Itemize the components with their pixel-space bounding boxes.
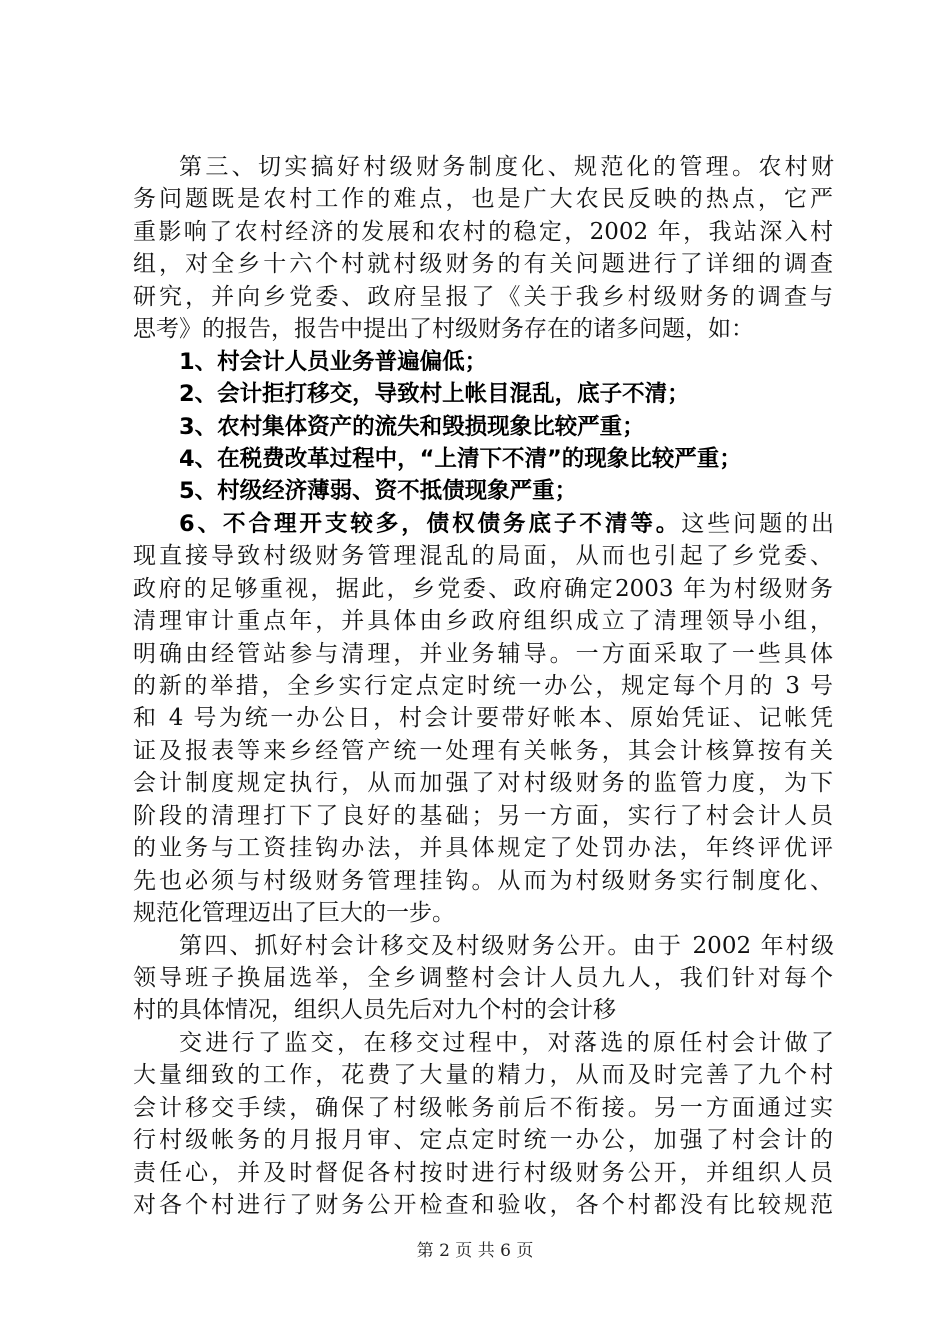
list-item: 1、村会计人员业务普遍偏低； — [179, 349, 488, 375]
paragraph-line: 先也必须与村级财务管理挂钩。从而为村级财务实行制度化、 — [133, 868, 833, 894]
paragraph-line: 清理审计重点年，并具体由乡政府组织成立了清理领导小组， — [133, 608, 833, 634]
list-item: 4、在税费改革过程中，“上清下不清”的现象比较严重； — [179, 446, 742, 472]
list-item: 2、会计拒打移交，导致村上帐目混乱，底子不清； — [179, 381, 690, 407]
paragraph-line: 行村级帐务的月报月审、定点定时统一办公，加强了村会计的 — [133, 1127, 833, 1153]
paragraph-line: 和 4 号为统一办公日，村会计要带好帐本、原始凭证、记帐凭 — [133, 705, 833, 731]
paragraph-line: 会计制度规定执行，从而加强了对村级财务的监管力度，为下 — [133, 770, 833, 796]
paragraph-line: 现直接导致村级财务管理混乱的局面，从而也引起了乡党委、 — [133, 543, 833, 569]
paragraph-line: 的业务与工资挂钩办法，并具体规定了处罚办法，年终评优评 — [133, 835, 833, 861]
paragraph-line: 第三、切实搞好村级财务制度化、规范化的管理。农村财 — [179, 154, 834, 180]
paragraph-line: 规范化管理迈出了巨大的一步。 — [133, 900, 455, 926]
paragraph-line: 务问题既是农村工作的难点，也是广大农民反映的热点，它严 — [133, 186, 833, 212]
paragraph-line: 阶段的清理打下了良好的基础；另一方面，实行了村会计人员 — [133, 803, 833, 829]
paragraph-line: 政府的足够重视，据此，乡党委、政府确定2003 年为村级财务 — [133, 576, 833, 602]
paragraph-line: 研究，并向乡党委、政府呈报了《关于我乡村级财务的调查与 — [133, 284, 833, 310]
paragraph-line: 领导班子换届选举，全乡调整村会计人员九人，我们针对每个 — [133, 965, 833, 991]
paragraph-line: 重影响了农村经济的发展和农村的稳定，2002 年，我站深入村 — [133, 219, 833, 245]
paragraph-line: 思考》的报告，报告中提出了村级财务存在的诸多问题，如： — [133, 316, 754, 342]
paragraph-line: 交进行了监交，在移交过程中，对落选的原任村会计做了 — [179, 1030, 834, 1056]
paragraph-line: 第四、抓好村会计移交及村级财务公开。由于 2002 年村级 — [179, 933, 834, 959]
paragraph-line: 责任心，并及时督促各村按时进行村级财务公开，并组织人员 — [133, 1160, 833, 1186]
paragraph-line-mixed — [179, 507, 834, 541]
paragraph-line: 村的具体情况，组织人员先后对九个村的会计移 — [133, 997, 616, 1023]
paragraph-line: 组，对全乡十六个村就村级财务的有关问题进行了详细的调查 — [133, 251, 833, 277]
paragraph-line: 大量细致的工作，花费了大量的精力，从而及时完善了九个村 — [133, 1062, 833, 1088]
list-item: 6、不合理开支较多，债权债务底子不清等。 — [179, 511, 682, 537]
list-item: 3、农村集体资产的流失和毁损现象比较严重； — [179, 414, 645, 440]
paragraph-line: 会计移交手续，确保了村级帐务前后不衔接。另一方面通过实 — [133, 1095, 833, 1121]
paragraph-line: 对各个村进行了财务公开检查和验收，各个村都没有比较规范 — [133, 1192, 833, 1218]
page-footer: 第 2 页 共 6 页 — [416, 1241, 534, 1261]
paragraph-line: 的新的举措，全乡实行定点定时统一办公，规定每个月的 3 号 — [133, 673, 833, 699]
list-item: 5、村级经济薄弱、资不抵债现象严重； — [179, 478, 578, 504]
paragraph-line: 证及报表等来乡经管产统一处理有关帐务，其会计核算按有关 — [133, 738, 833, 764]
paragraph-line: 明确由经管站参与清理，并业务辅导。一方面采取了一些具体 — [133, 641, 833, 667]
paragraph-text: 这些问题的出 — [681, 511, 834, 537]
